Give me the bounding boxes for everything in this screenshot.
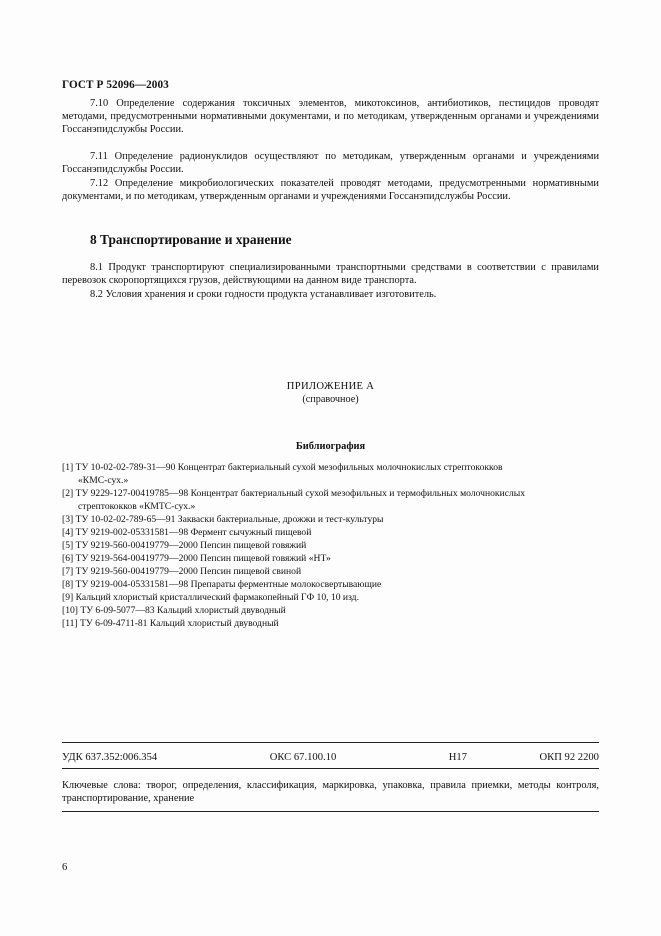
oks-code: ОКС 67.100.10 [269, 752, 337, 763]
udk-code: УДК 637.352:006.354 [62, 752, 158, 763]
paragraph-7-11: 7.11 Определение радионуклидов осуществляют по методикам, утвержденным органами и учреждениями Госсанэпидслужбы России. [62, 151, 599, 176]
bibliography-item: [3] ТУ 10-02-02-789-65—91 Закваски бактериальные, дрожжи и тест-культуры [62, 514, 384, 525]
group-code: Н17 [448, 752, 468, 763]
annex-subtitle: (справочное) [302, 394, 359, 405]
bibliography-item: [5] ТУ 9219-560-00419779—2000 Пепсин пищевой говяжий [62, 540, 307, 551]
bibliography-item-text: [1] ТУ 10-02-02-789-31—90 Концентрат бактериальный сухой мезофильных молочнокислых стрептококков [62, 462, 503, 473]
bibliography-item [62, 461, 599, 487]
bibliography-list [62, 461, 599, 630]
page-number: 6 [62, 862, 68, 873]
keywords: Ключевые слова: творог, определения, классификация, маркировка, упаковка, правила приемки, методы контроля, транспортирование, хранение [62, 780, 599, 805]
classification-row [62, 751, 599, 764]
bibliography-item: [8] ТУ 9219-004-05331581—98 Препараты ферментные молокосвертывающие [62, 579, 382, 590]
okp-code: ОКП 92 2200 [539, 752, 599, 763]
bibliography-item-text: [2] ТУ 9229-127-00419785—98 Концентрат бактериальный сухой мезофильных и термофильных молочнокислых [62, 488, 525, 499]
bibliography-item: [4] ТУ 9219-002-05331581—98 Фермент сычужный пищевой [62, 527, 312, 538]
bibliography-item: [9] Кальций хлористый кристаллический фармакопейный ГФ 10, 10 изд. [62, 592, 359, 603]
paragraph-7-10: 7.10 Определение содержания токсичных элементов, микотоксинов, антибиотиков, пестицидов проводят методами, предусмотренными нормативными документами, и по методикам, утвержденным органами и учреждениями Госсанэпидслужбы России. [62, 98, 599, 136]
footer-middle-rule [62, 768, 599, 769]
paragraph-8-2: 8.2 Условия хранения и сроки годности продукта устанавливает изготовитель. [90, 289, 437, 300]
paragraph-7-12: 7.12 Определение микробиологических показателей проводят методами, предусмотренными нормативными документами, и по методикам, утвержденным органами и учреждениями Госсанэпидслужбы России. [62, 178, 599, 203]
bibliography-item: [10] ТУ 6-09-5077—83 Кальций хлористый двуводный [62, 605, 286, 616]
bibliography-item: [11] ТУ 6-09-4711-81 Кальций хлористый двуводный [62, 618, 279, 629]
footer-top-rule [62, 742, 599, 743]
bibliography-item-continuation: «КМС-сух.» [78, 475, 129, 486]
section-8-title: 8 Транспортирование и хранение [90, 232, 292, 247]
document-code: ГОСТ Р 52096—2003 [62, 79, 169, 91]
paragraph-8-1: 8.1 Продукт транспортируют специализированными транспортными средствами в соответствии с правилами перевозок скоропортящихся грузов, действующими на данном виде транспорта. [62, 262, 599, 287]
bibliography-item: [6] ТУ 9219-564-00419779—2000 Пепсин пищевой говяжий «НТ» [62, 553, 331, 564]
annex-title: ПРИЛОЖЕНИЕ А [286, 381, 375, 392]
bibliography-title: Библиография [295, 441, 366, 452]
bibliography-item: [7] ТУ 9219-560-00419779—2000 Пепсин пищевой свиной [62, 566, 302, 577]
bibliography-item-continuation: стрептококков «КМТС-сух.» [78, 501, 196, 512]
bibliography-item [62, 487, 599, 513]
footer-bottom-rule [62, 811, 599, 812]
